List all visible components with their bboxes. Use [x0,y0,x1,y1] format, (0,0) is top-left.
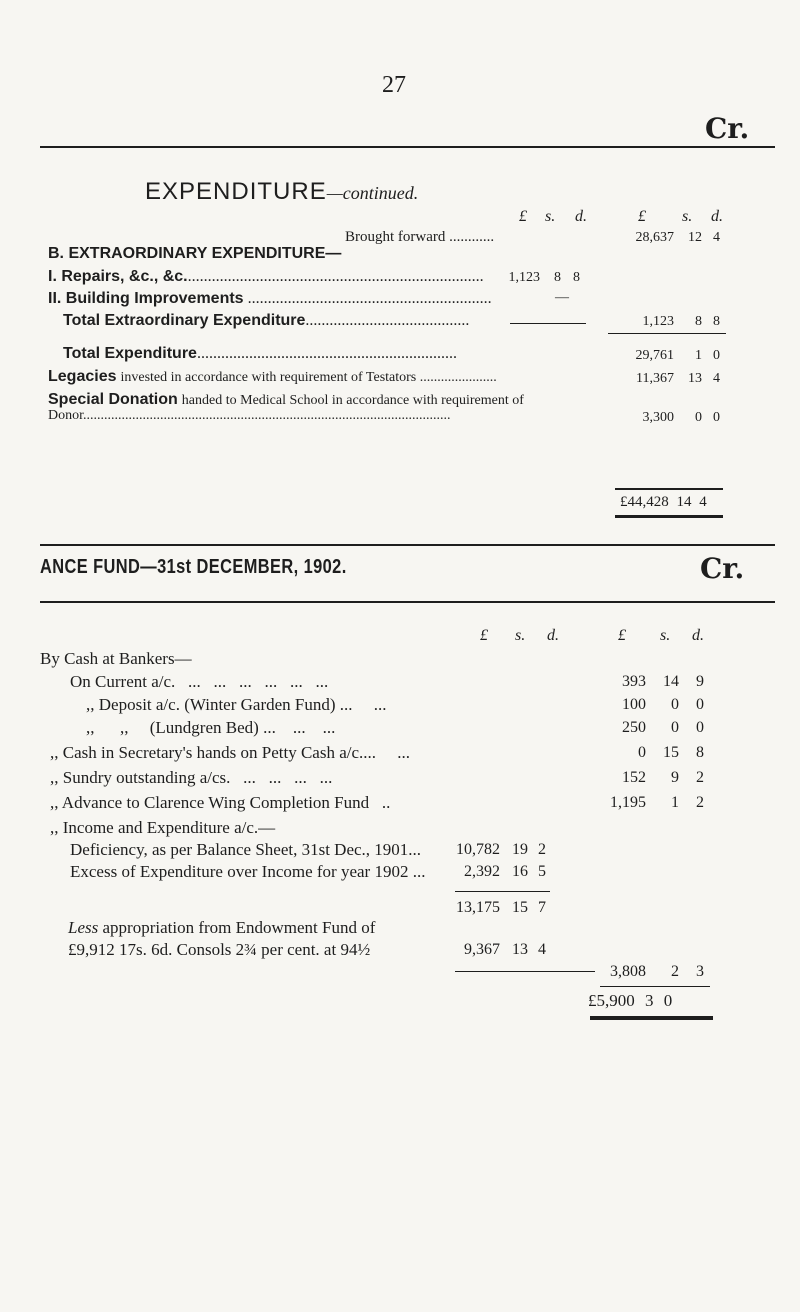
total-extra-pence: 8 [713,314,720,329]
deficiency-pounds: 10,782 [456,841,500,858]
deficiency-shillings: 19 [512,841,528,858]
legacies-shillings: 13 [688,371,702,386]
fund-row-pounds: 250 [622,719,646,736]
consols-label: £9,912 17s. 6d. Consols 2¾ per cent. at 94½ [68,940,371,959]
fund-cr-label: Cr. [700,552,745,585]
consols-pence: 4 [538,941,546,958]
fund-row-pounds: 152 [622,769,646,786]
page-number: 27 [382,72,406,98]
building-value: — [555,290,569,305]
by-cash-label: By Cash at Bankers— [40,649,192,668]
fund-row-pence: 8 [696,744,704,761]
fund-row-pounds: 393 [622,673,646,690]
total-expenditure-pounds: 29,761 [635,348,674,363]
building-label: II. Building Improvements ............................................................. [48,290,492,307]
donation-label: Special Donation handed to Medical School in accordance with requirement of [48,391,524,408]
expenditure-grand-total: £44,428 14 4 [620,494,707,510]
legacies-label: Legacies invested in accordance with requirement of Testators ...................... [48,368,497,385]
consols-shillings: 13 [512,941,528,958]
fund-row-shillings: 0 [671,719,679,736]
fund-row-label: ,, Sundry outstanding a/cs. ... ... ... ... [50,768,333,787]
donation-pence: 0 [713,410,720,425]
net-shillings: 2 [671,963,679,980]
subtotal-pence: 7 [538,899,546,916]
brought-forward-pounds: 28,637 [635,230,674,245]
repairs-pounds: 1,123 [508,270,540,285]
repairs-label: I. Repairs, &c., &c........................................................................... [48,268,484,285]
legacies-pence: 4 [713,371,720,386]
total-expenditure-pence: 0 [713,348,720,363]
fund-row-pounds: 1,195 [610,794,646,811]
total-expenditure-shillings: 1 [695,348,702,363]
cr-label: Cr. [705,112,750,145]
fund-row-label: On Current a/c. ... ... ... ... ... ... [70,672,329,691]
fund-row-shillings: 15 [663,744,679,761]
fund-row-pence: 2 [696,794,704,811]
fund-row-label: ,, Deposit a/c. (Winter Garden Fund) ... ... [86,695,387,714]
brought-forward-shillings: 12 [688,230,702,245]
excess-label: Excess of Expenditure over Income for year 1902 ... [70,862,426,881]
expenditure-title: EXPENDITURE—continued. [145,178,419,205]
income-label: ,, Income and Expenditure a/c.— [50,818,276,837]
divider [40,146,775,148]
fund-row-pounds: 100 [622,696,646,713]
total-expenditure-label: Total Expenditure................................................................. [63,345,457,362]
donation-label-2: Donor......................................................................................................... [48,408,451,423]
repairs-shillings: 8 [554,270,561,285]
fund-title: ANCE FUND—31st DECEMBER, 1902. [40,556,347,578]
deficiency-label: Deficiency, as per Balance Sheet, 31st Dec., 1901... [70,840,422,859]
total-extra-shillings: 8 [695,314,702,329]
total-extra-label: Total Extraordinary Expenditure......................................... [63,312,470,329]
fund-grand-total: £5,900 3 0 [588,991,673,1010]
fund-row-shillings: 0 [671,696,679,713]
fund-row-pence: 9 [696,673,704,690]
excess-pounds: 2,392 [464,863,500,880]
donation-pounds: 3,300 [642,410,674,425]
excess-shillings: 16 [512,863,528,880]
fund-row-label: ,, Advance to Clarence Wing Completion Fund .. [50,793,391,812]
less-label: Less appropriation from Endowment Fund of [68,918,376,937]
fund-row-label: ,, Cash in Secretary's hands on Petty Cash a/c.... ... [50,743,411,762]
fund-row-pence: 2 [696,769,704,786]
net-pounds: 3,808 [610,963,646,980]
deficiency-pence: 2 [538,841,546,858]
fund-row-shillings: 14 [663,673,679,690]
fund-row-shillings: 9 [671,769,679,786]
total-extra-pounds: 1,123 [642,314,674,329]
consols-pounds: 9,367 [464,941,500,958]
legacies-pounds: 11,367 [636,371,674,386]
section-b-label: B. EXTRAORDINARY EXPENDITURE— [48,245,342,262]
brought-forward-pence: 4 [713,230,720,245]
fund-row-label: ,, ,, (Lundgren Bed) ... ... ... [86,718,336,737]
brought-forward-label: Brought forward ............ [345,229,495,245]
fund-row-pence: 0 [696,719,704,736]
fund-row-pounds: 0 [638,744,646,761]
fund-row-pence: 0 [696,696,704,713]
fund-row-shillings: 1 [671,794,679,811]
repairs-pence: 8 [573,270,580,285]
subtotal-shillings: 15 [512,899,528,916]
subtotal-pounds: 13,175 [456,899,500,916]
donation-shillings: 0 [695,410,702,425]
net-pence: 3 [696,963,704,980]
excess-pence: 5 [538,863,546,880]
